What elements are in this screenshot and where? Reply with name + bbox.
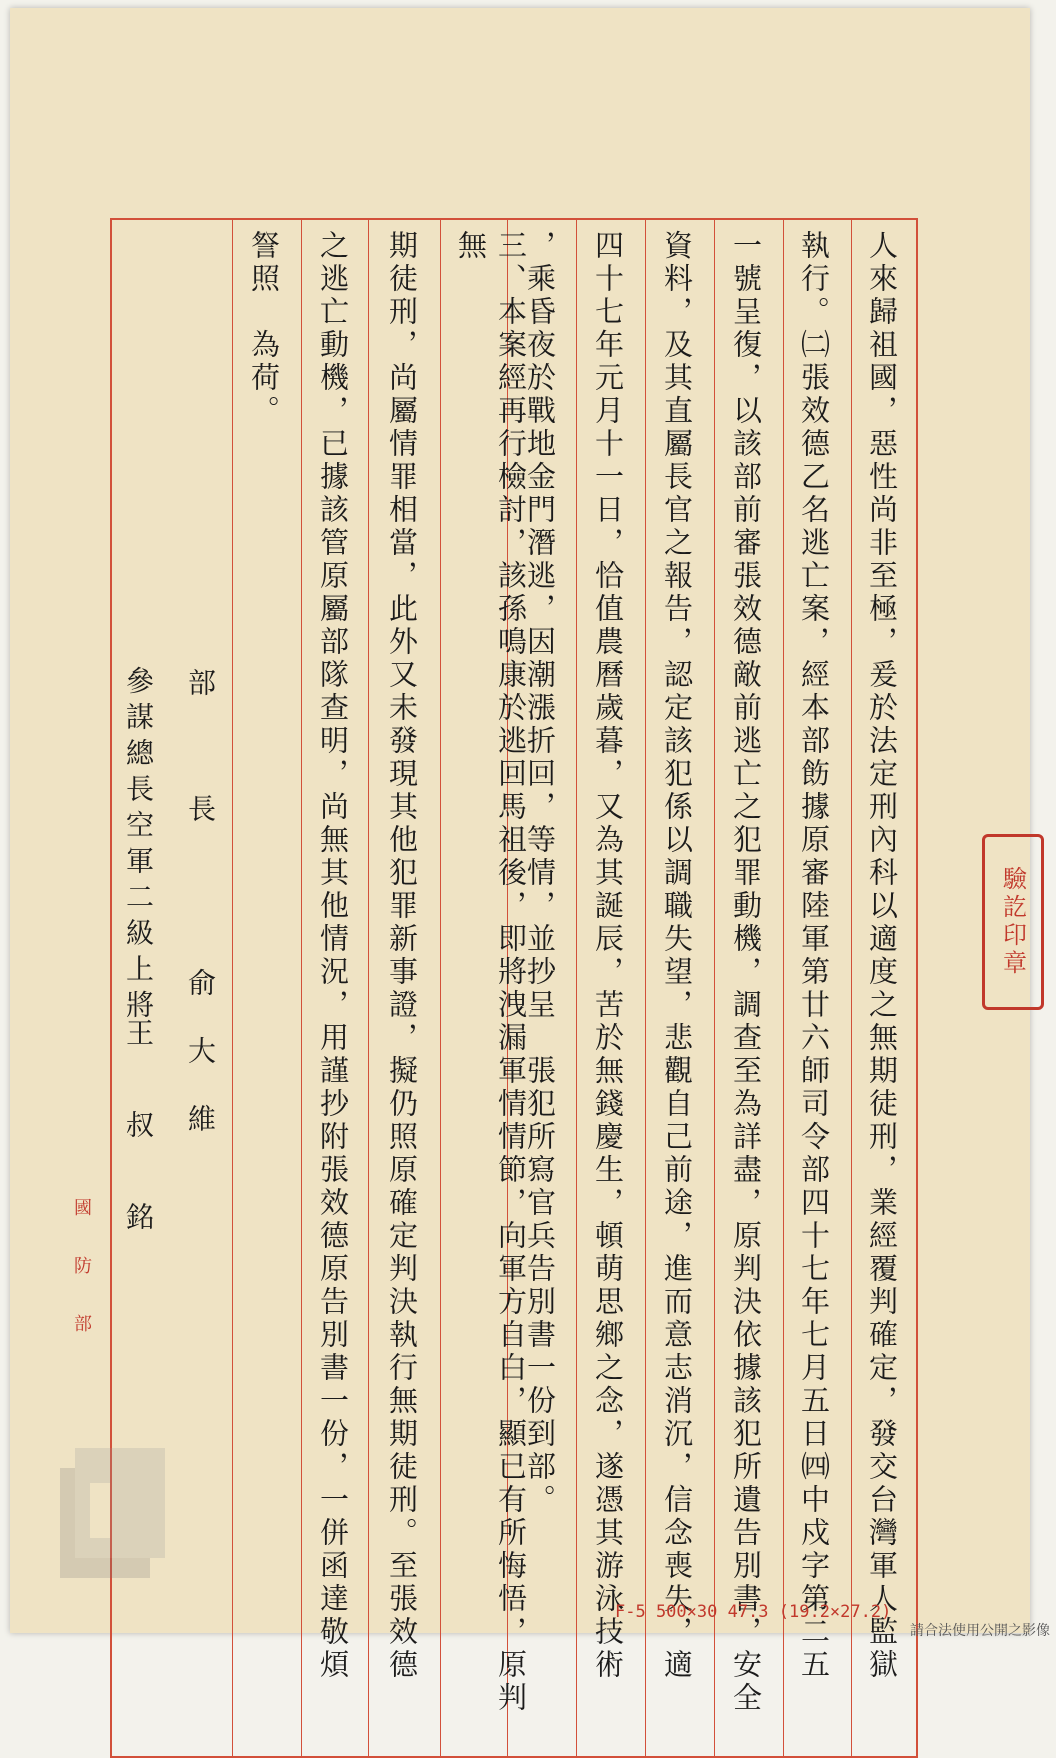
chief-name: 王 叔 銘 <box>122 1018 155 1248</box>
chief-title: 參謀總長空軍二級上將 <box>122 666 155 1026</box>
column-rule <box>301 218 302 1758</box>
text-column: 人來歸祖國，惡性尚非至極，爰於法定刑內科以適度之無期徒刑，業經覆判確定，發交台灣軍人監獄 <box>865 230 899 1682</box>
column-rule <box>645 218 646 1758</box>
text-column: 資料，及其直屬長官之報告，認定該犯係以調職失望，悲觀自己前途，進而意志消沉，信念喪失，適 <box>660 230 694 1682</box>
text-column: 執行。㈡張效德乙名逃亡案，經本部飭據原審陸軍第廿六師司令部四十七年七月五日㈣中戍字第二五 <box>797 230 831 1682</box>
minister-name: 俞大維 <box>184 968 217 1172</box>
seal-text: 驗訖印章 <box>998 866 1027 978</box>
organization-stamp: 國防部 <box>71 1198 92 1372</box>
column-rule <box>714 218 715 1758</box>
column-rule <box>232 218 233 1758</box>
text-column: 一號呈復，以該部前審張效德敵前逃亡之犯罪動機，調查至為詳盡，原判決依據該犯所遺告別書，安全 <box>729 230 763 1715</box>
column-rule <box>576 218 577 1758</box>
document-sheet <box>10 8 1030 1715</box>
watermark-text: 請合法使用公開之影像 <box>910 1623 1050 1639</box>
text-column: ，乘昏夜於戰地金門潛逃，因潮漲折回，等情，並抄呈 張犯所寫官兵告別書一份到部。 <box>523 230 557 1517</box>
column-rule <box>368 218 369 1758</box>
text-column: 詧照 為荷。 <box>247 230 281 428</box>
column-rule <box>440 218 441 1758</box>
text-column: 三、本案經再行檢討，該孫鳴康於逃回馬祖後，即將洩漏軍情情節，向軍方自白，顯已有所悔悟，原判無 <box>454 230 528 1715</box>
archive-logo-icon <box>30 1428 180 1588</box>
text-column: 四十七年元月十一日，恰值農曆歲暮，又為其誕辰，苦於無錢慶生，頓萌思鄉之念，遂憑其游泳技術 <box>591 230 625 1682</box>
form-number: F-5 500×30 47.3 (19.2×27.2) <box>615 1602 892 1622</box>
minister-title: 部 長 <box>184 668 217 836</box>
column-rule <box>783 218 784 1758</box>
text-column: 之逃亡動機，已據該管原屬部隊查明，尚無其他情況，用謹抄附張效德原告別書一份，一併函達敬煩 <box>316 230 350 1682</box>
column-rule <box>851 218 852 1758</box>
verification-seal <box>982 834 1044 1010</box>
text-column: 期徒刑，尚屬情罪相當，此外又未發現其他犯罪新事證，擬仍照原確定判決執行無期徒刑。至張效德 <box>385 230 419 1682</box>
